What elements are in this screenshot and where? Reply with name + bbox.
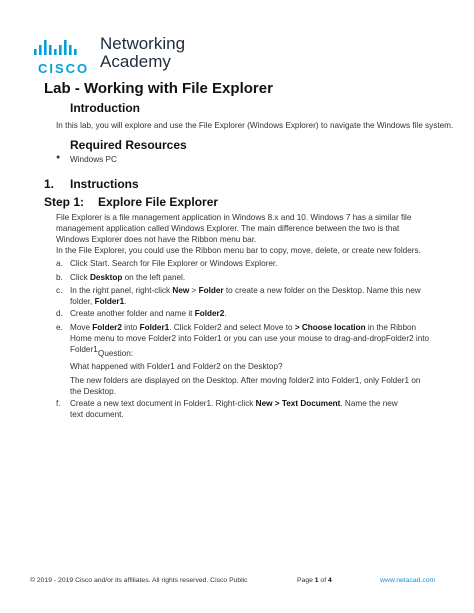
introduction-text: In this lab, you will explore and use the File Explorer (Windows Explorer) to navigate the Windows file system. — [56, 121, 454, 130]
step-paragraph-2: In the File Explorer, you could use the Ribbon menu bar to copy, move, delete, or create new folders. — [56, 246, 421, 255]
section-title: Instructions — [70, 177, 139, 191]
cisco-wordmark: CISCO — [38, 61, 90, 76]
item-d-label: d. — [56, 309, 63, 318]
introduction-heading: Introduction — [70, 101, 140, 115]
footer-page-number: Page 1 of 4 — [297, 577, 332, 584]
step-paragraph-1: File Explorer is a file management application in Windows 8.x and 10. Windows 7 has a similar file management application called Windows Explorer. The main difference between the two is that Windows Explorer does not have the Ribbon menu bar. — [56, 213, 412, 244]
resource-item: Windows PC — [70, 155, 117, 164]
footer-copyright: © 2019 - 2019 Cisco and/or its affiliates. All rights reserved. Cisco Public — [30, 577, 248, 584]
item-c-label: c. — [56, 286, 63, 295]
section-number: 1. — [44, 177, 55, 191]
item-a-label: a. — [56, 259, 63, 268]
bullet-icon: ● — [56, 154, 61, 161]
item-b-text: Click Desktop on the left panel. — [70, 273, 186, 282]
step-title: Explore File Explorer — [98, 195, 219, 209]
cisco-networking-academy-logo — [30, 34, 200, 74]
item-d-text: Create another folder and name it Folder2. — [70, 309, 227, 318]
item-a-text: Click Start. Search for File Explorer or Windows Explorer. — [70, 259, 278, 268]
item-e-text: Move Folder2 into Folder1. Click Folder2 and select Move to > Choose location in the Ribbon Home menu to move Folder2 into Folder1 or you can use your mouse to drag-and-dropFolder2 into Folder1. — [70, 323, 430, 354]
page-title: Lab - Working with File Explorer — [44, 80, 273, 97]
logo-academy-text: Academy — [100, 52, 171, 71]
question-text: What happened with Folder1 and Folder2 on the Desktop? — [70, 362, 283, 371]
item-b-label: b. — [56, 273, 63, 282]
step-label: Step 1: — [44, 195, 85, 209]
item-f-text: Create a new text document in Folder1. Right-click New > Text Document. Name the new text document. — [70, 399, 398, 419]
question-label: Question: — [98, 349, 134, 358]
item-c-text: In the right panel, right-click New > Folder to create a new folder on the Desktop. Name this new folder, Folder1. — [70, 286, 421, 306]
footer-website-link[interactable]: www.netacad.com — [380, 577, 436, 584]
logo-networking-text: Networking — [100, 34, 186, 53]
item-f-label: f. — [56, 399, 61, 408]
cisco-bars-icon — [34, 40, 94, 58]
item-e-label: e. — [56, 323, 63, 332]
required-resources-heading: Required Resources — [70, 138, 187, 152]
answer-text: The new folders are displayed on the Desktop. After moving folder2 into Folder1, only Folder1 on the Desktop. — [70, 376, 421, 396]
